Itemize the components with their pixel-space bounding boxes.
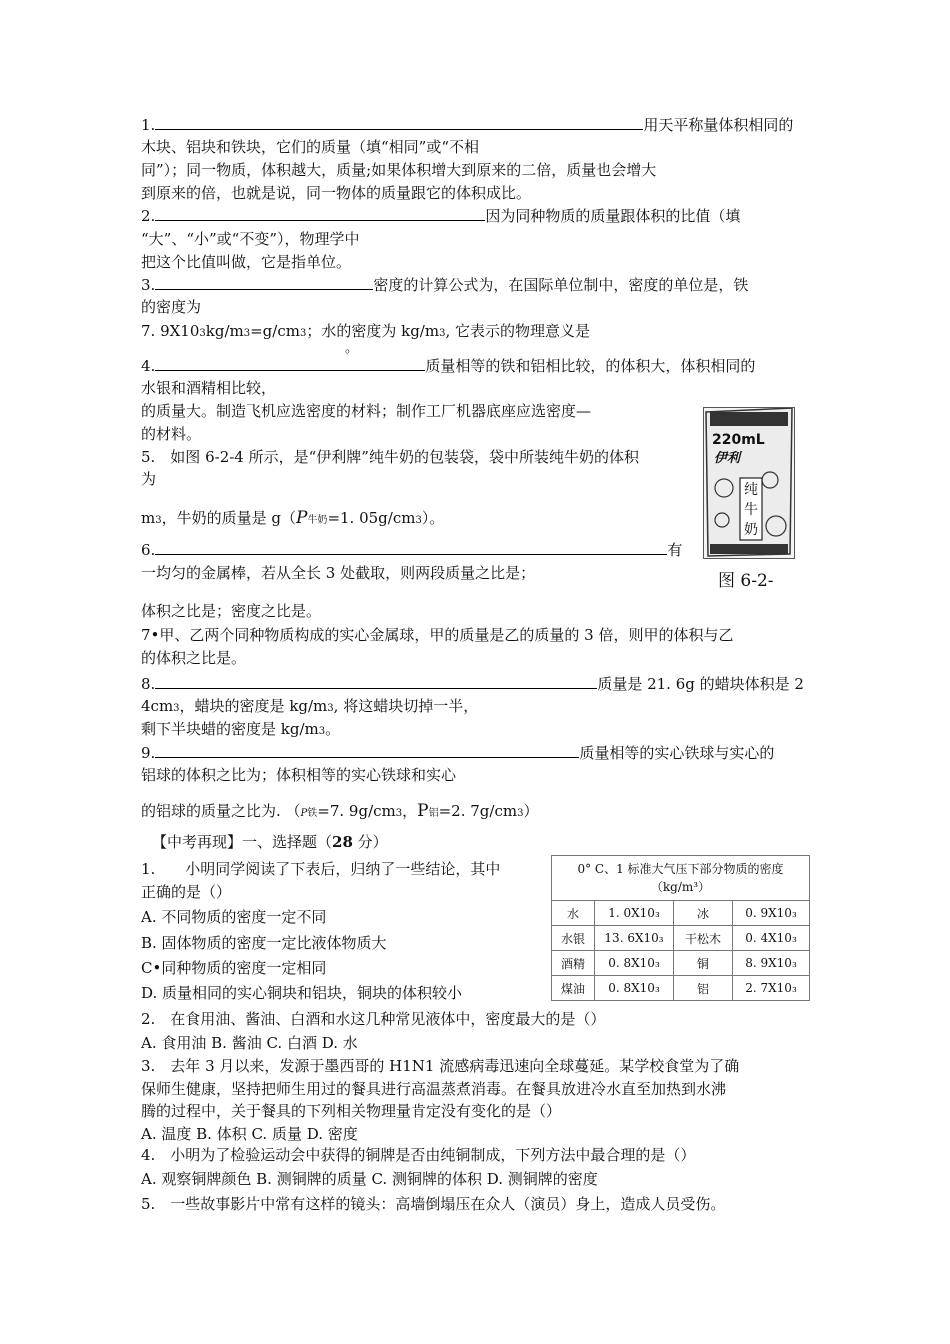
- table-cell: 1. 0X10₃: [595, 901, 674, 926]
- m1-option-a: A. 不同物质的密度一定不同: [141, 908, 327, 926]
- q1-line2: 木块、铝块和铁块，它们的质量（填“相同”或“不相: [141, 138, 480, 156]
- figure-caption: 图 6-2-: [718, 571, 774, 591]
- table-row: [552, 901, 810, 926]
- q8-exp3: 3: [318, 726, 326, 737]
- q8-half: 剩下半块蜡的密度是 kg/m: [141, 720, 319, 738]
- table-cell: 0. 9X10₃: [733, 901, 810, 926]
- section-unit: 分）: [352, 833, 388, 851]
- q9-ratio: 的铝球的质量之比为. （: [141, 802, 301, 820]
- m1-option-c: C•同种物质的密度一定相同: [141, 959, 327, 977]
- m2-line2: A. 食用油 B. 酱油 C. 白酒 D. 水: [141, 1034, 358, 1052]
- rho-symbol: P: [295, 508, 308, 528]
- q4-text: 质量相等的铁和铝相比较，的体积大，体积相同的: [425, 357, 756, 375]
- q5-line3: [141, 507, 444, 532]
- q4-line3: 的质量大。制造飞机应选密度的材料；制作工厂机器底座应选密度—: [141, 402, 592, 420]
- table-cell: 水银: [552, 926, 595, 951]
- q8-line3: [141, 718, 340, 743]
- q1-line3: 同”）；同一物质，体积越大，质量;如果体积增大到原来的二倍，质量也会增大: [141, 161, 657, 179]
- q3-exp: 3: [199, 328, 206, 339]
- q2-text: 因为同种物质的质量跟体积的比值（填: [485, 207, 741, 225]
- m3-line4: A. 温度 B. 体积 C. 质量 D. 密度: [141, 1125, 358, 1143]
- q8-cut: , 将这蜡块切掉一半，: [333, 697, 479, 715]
- rho-symbol-iron: P: [300, 808, 308, 819]
- q3-blank: [155, 274, 373, 290]
- q5-density: =1. 05g/cm: [327, 509, 416, 527]
- milk-bag-label-char-1: 纯: [744, 482, 758, 498]
- table-cell: 13. 6X10₃: [595, 926, 674, 951]
- q8-volume: 4cm: [141, 697, 174, 715]
- m1-option-b: B. 固体物质的密度一定比液体物质大: [141, 934, 387, 952]
- table-cell: 铝: [674, 976, 733, 1001]
- q3-number: 3.: [141, 276, 156, 294]
- q2-line3: 把这个比值叫做，它是指单位。: [141, 253, 352, 271]
- section-header: [152, 831, 388, 853]
- m1-line1: 1. 小明同学阅读了下表后，归纳了一些结论，其中: [141, 860, 501, 878]
- q9-blank: [155, 742, 579, 758]
- m4-line1: 4. 小明为了检验运动会中获得的铜牌是否由纯铜制成，下列方法中最合理的是（）: [141, 1146, 696, 1164]
- q7-line1: 7•甲、乙两个同种物质构成的实心金属球，甲的质量是乙的质量的 3 倍，则甲的体积与乙: [141, 626, 734, 644]
- m5-line1: 5. 一些故事影片中常有这样的镜头：高墙倒塌压在众人（演员）身上，造成人员受伤。: [141, 1195, 726, 1213]
- q9-end: ）: [523, 802, 539, 820]
- q5-line2: 为: [141, 470, 157, 488]
- table-row: [552, 976, 810, 1001]
- q3-text: 密度的计算公式为，在国际单位制中，密度的单位是，铁: [373, 276, 749, 294]
- q8-text: 质量是 21. 6g 的蜡块体积是 2: [597, 675, 804, 693]
- q6-line3: 体积之比是；密度之比是。: [141, 602, 322, 620]
- milk-bag-brand: 伊利: [714, 451, 741, 466]
- q8-exp2: 3: [327, 703, 334, 714]
- q3-exp4: 3: [439, 328, 446, 339]
- q8-line2: [141, 695, 478, 720]
- milk-bag-label-char-3: 奶: [744, 522, 758, 538]
- table-row: [552, 926, 810, 951]
- q8-number: 8.: [141, 675, 156, 693]
- table-cell: 干松木: [674, 926, 733, 951]
- q2-line1: [141, 205, 740, 227]
- m4-line2: A. 观察铜牌颜色 B. 测铜牌的质量 C. 测铜牌的体积 D. 测铜牌的密度: [141, 1170, 598, 1188]
- q6-line2: 一均匀的金属棒，若从全长 3 处截取，则两段质量之比是；: [141, 564, 536, 582]
- rho-symbol-aluminum: P: [417, 801, 429, 821]
- q8-end: 。: [325, 720, 341, 738]
- q3-line1: [141, 274, 748, 296]
- q9-al-sub: 铝: [428, 808, 439, 819]
- m2-line1: 2. 在食用油、酱油、白酒和水这几种常见液体中，密度最大的是（）: [141, 1010, 606, 1028]
- q6-number: 6.: [141, 541, 156, 559]
- q4-line1: [141, 355, 755, 377]
- table-cell: 冰: [674, 901, 733, 926]
- q9-iron-sub: 铁: [307, 808, 318, 819]
- table-cell: 0. 4X10₃: [733, 926, 810, 951]
- q9-line2: 铝球的体积之比为；体积相等的实心铁球和实心: [141, 766, 457, 784]
- q5-unit: m: [141, 509, 156, 527]
- q7-line2: 的体积之比是。: [141, 649, 247, 667]
- q3-unit2: =g/cm: [250, 322, 300, 340]
- milk-bag-figure: [703, 407, 795, 559]
- q1-text: 用天平称量体积相同的: [643, 116, 794, 134]
- q5-end: ）。: [421, 509, 445, 527]
- q8-density: ，蜡块的密度是 kg/m: [179, 697, 328, 715]
- q1-blank: [155, 114, 643, 130]
- section-title: 【中考再现】一、选择题（: [152, 833, 333, 851]
- q4-line4: 的材料。: [141, 425, 202, 443]
- m3-line3: 腾的过程中，关于餐具的下列相关物理量肯定没有变化的是（）: [141, 1102, 562, 1120]
- milk-bag-illustration: [704, 408, 794, 558]
- q5-exp: 3: [155, 515, 162, 526]
- milk-bag-label-char-2: 牛: [744, 502, 758, 518]
- q9-text: 质量相等的实心铁球与实心的: [579, 744, 775, 762]
- q3-line2: 的密度为: [141, 298, 202, 316]
- q3-meaning: , 它表示的物理意义是: [445, 322, 591, 340]
- m3-line2: 保师生健康，坚持把师生用过的餐具进行高温蒸煮消毒。在餐具放进冷水直至加热到水沸: [141, 1080, 727, 1098]
- q9-al-density: =2. 7g/cm: [438, 802, 518, 820]
- q9-exp2: 3: [517, 808, 524, 819]
- m1-option-d: D. 质量相同的实心铜块和铝块，铜块的体积较小: [141, 984, 463, 1002]
- m1-line2: 正确的是（）: [141, 883, 232, 901]
- table-cell: 煤油: [552, 976, 595, 1001]
- q9-exp: 3: [395, 808, 403, 819]
- q1-line4: 到原来的倍，也就是说，同一物体的质量跟它的体积成比。: [141, 184, 532, 202]
- q9-comma: ，: [402, 802, 418, 820]
- table-row: [552, 951, 810, 976]
- q5-exp2: 3: [415, 515, 422, 526]
- q9-line1: [141, 742, 774, 764]
- q2-number: 2.: [141, 207, 156, 225]
- q6-line1: [141, 539, 682, 561]
- table-cell: 水: [552, 901, 595, 926]
- q3-iron-density: 7. 9X10: [141, 322, 200, 340]
- q6-blank: [155, 539, 667, 555]
- milk-bag-volume: 220mL: [712, 432, 765, 448]
- table-cell: 8. 9X10₃: [733, 951, 810, 976]
- q3-exp3: 3: [299, 328, 307, 339]
- q4-blank: [155, 355, 425, 371]
- table-header-row: [552, 856, 810, 901]
- table-cell: 0. 8X10₃: [595, 976, 674, 1001]
- q1-number: 1.: [141, 116, 156, 134]
- q2-blank: [155, 205, 485, 221]
- q8-blank: [155, 673, 597, 689]
- q8-line1: [141, 673, 804, 695]
- table-cell: 0. 8X10₃: [595, 951, 674, 976]
- q4-number: 4.: [141, 357, 156, 375]
- q4-line2: 水银和酒精相比较，: [141, 379, 277, 397]
- q6-text: 有: [667, 541, 683, 559]
- q3-unit: kg/m: [205, 322, 244, 340]
- q9-number: 9.: [141, 744, 156, 762]
- q9-iron-density: =7. 9g/cm: [317, 802, 396, 820]
- q3-line3: [141, 320, 590, 345]
- section-points: 28: [332, 833, 353, 851]
- q8-exp: 3: [173, 703, 180, 714]
- q1-line1: [141, 114, 793, 136]
- q5-mass: ，牛奶的质量是 g（: [161, 509, 296, 527]
- table-header: 0° C、1 标准大气压下部分物质的密度（kg/m³）: [552, 856, 810, 901]
- q9-line3: [141, 800, 538, 825]
- q3-exp2: 3: [243, 328, 251, 339]
- table-cell: 铜: [674, 951, 733, 976]
- q5-line1: 5. 如图 6-2-4 所示，是“伊利牌”纯牛奶的包装袋，袋中所装纯牛奶的体积: [141, 448, 639, 466]
- density-table: [551, 855, 810, 1001]
- table-cell: 酒精: [552, 951, 595, 976]
- q3-dot: 。: [345, 341, 359, 356]
- table-cell: 2. 7X10₃: [733, 976, 810, 1001]
- q2-line2: “大”、“小”或“不变”），物理学中: [141, 230, 360, 248]
- q5-subscript: 牛奶: [307, 515, 328, 526]
- m3-line1: 3. 去年 3 月以来，发源于墨西哥的 H1N1 流感病毒迅速向全球蔓延。某学校食堂为了确: [141, 1057, 740, 1075]
- q3-water: ；水的密度为 kg/m: [306, 322, 440, 340]
